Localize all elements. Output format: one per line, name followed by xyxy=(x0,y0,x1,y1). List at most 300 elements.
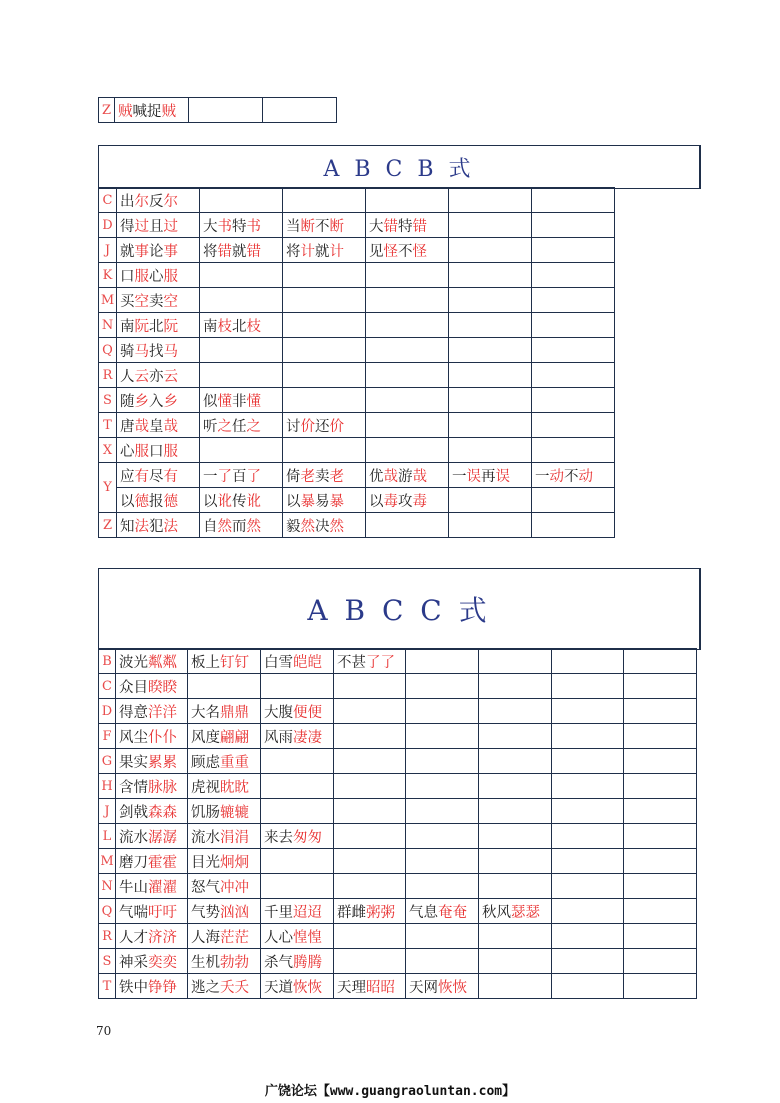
idiom-highlight: 断 xyxy=(300,218,315,235)
idiom-highlight: 惶惶 xyxy=(293,929,322,946)
empty-cell xyxy=(449,313,532,338)
idiom-text: 口 xyxy=(149,443,164,460)
table-row xyxy=(99,213,615,238)
idiom-highlight: 腾腾 xyxy=(293,954,322,971)
idiom-highlight: 夭夭 xyxy=(220,979,249,996)
empty-cell xyxy=(283,288,366,313)
idiom-highlight: 服 xyxy=(163,268,178,285)
idiom-cell xyxy=(261,699,334,724)
idiom-text: 牛山 xyxy=(119,879,148,896)
idiom-highlight: 然 xyxy=(300,518,315,535)
index-letter: X xyxy=(99,438,117,463)
idiom-cell xyxy=(261,974,334,999)
idiom-text: 铁中 xyxy=(119,979,148,996)
idiom-text: 来去 xyxy=(264,829,293,846)
idiom-cell xyxy=(188,824,261,849)
empty-cell xyxy=(334,799,406,824)
idiom-text: 饥肠 xyxy=(191,804,220,821)
idiom-cell xyxy=(116,874,188,899)
idiom-cell xyxy=(449,463,532,488)
empty-cell xyxy=(406,949,479,974)
idiom-highlight: 德 xyxy=(134,493,149,510)
idiom-cell xyxy=(200,213,283,238)
empty-cell xyxy=(334,724,406,749)
idiom-cell xyxy=(117,388,200,413)
empty-cell xyxy=(449,363,532,388)
idiom-highlight: 枝 xyxy=(246,318,261,335)
empty-cell xyxy=(552,799,624,824)
idiom-highlight: 断 xyxy=(329,218,344,235)
idiom-cell xyxy=(200,238,283,263)
idiom-highlight: 错 xyxy=(246,243,261,260)
footer-bracket-close: 】 xyxy=(502,1084,516,1099)
idiom-cell xyxy=(406,974,479,999)
idiom-highlight: 服 xyxy=(163,443,178,460)
empty-cell xyxy=(406,824,479,849)
idiom-text: 千里 xyxy=(264,904,293,921)
idiom-highlight: 过 xyxy=(163,218,178,235)
idiom-highlight: 空 xyxy=(163,293,178,310)
idiom-highlight: 昭昭 xyxy=(366,979,395,996)
table-row xyxy=(99,338,615,363)
table-row xyxy=(99,313,615,338)
idiom-text: 气势 xyxy=(191,904,220,921)
idiom-cell xyxy=(116,924,188,949)
idiom-highlight: 哉 xyxy=(412,468,427,485)
idiom-text: 大名 xyxy=(191,704,220,721)
abcc-title-text: A B C C 式 xyxy=(307,594,491,627)
idiom-highlight: 讹 xyxy=(246,493,261,510)
empty-cell xyxy=(624,899,697,924)
idiom-highlight: 书 xyxy=(246,218,261,235)
idiom-highlight: 洋洋 xyxy=(148,704,177,721)
index-letter: K xyxy=(99,263,117,288)
idiom-highlight: 森森 xyxy=(148,804,177,821)
empty-cell xyxy=(624,724,697,749)
empty-cell xyxy=(624,674,697,699)
index-letter: Z xyxy=(99,98,115,123)
idiom-text: 南 xyxy=(120,318,135,335)
idiom-text: 杀气 xyxy=(264,954,293,971)
idiom-highlight: 老 xyxy=(329,468,344,485)
empty-cell xyxy=(479,724,552,749)
empty-cell xyxy=(261,674,334,699)
idiom-text: 以 xyxy=(286,493,301,510)
idiom-highlight: 云 xyxy=(163,368,178,385)
idiom-highlight: 之 xyxy=(246,418,261,435)
empty-cell xyxy=(366,313,449,338)
idiom-text: 毅 xyxy=(286,518,301,535)
empty-cell xyxy=(479,849,552,874)
idiom-cell xyxy=(200,488,283,513)
empty-cell xyxy=(406,849,479,874)
idiom-text: 易 xyxy=(315,493,330,510)
idiom-highlight: 法 xyxy=(134,518,149,535)
idiom-highlight: 怪 xyxy=(383,243,398,260)
idiom-text: 游 xyxy=(398,468,413,485)
idiom-text: 以 xyxy=(203,493,218,510)
idiom-highlight: 计 xyxy=(329,243,344,260)
idiom-cell xyxy=(283,238,366,263)
idiom-highlight: 马 xyxy=(134,343,149,360)
empty-cell xyxy=(552,649,624,674)
empty-cell xyxy=(449,288,532,313)
index-letter: R xyxy=(99,363,117,388)
empty-cell xyxy=(366,363,449,388)
empty-cell xyxy=(552,749,624,774)
empty-cell xyxy=(283,363,366,388)
idiom-text: 百 xyxy=(232,468,247,485)
idiom-cell xyxy=(117,238,200,263)
idiom-highlight: 勃勃 xyxy=(220,954,249,971)
idiom-text: 心 xyxy=(120,443,135,460)
idiom-text: 波光 xyxy=(119,654,148,671)
idiom-text: 犯 xyxy=(149,518,164,535)
idiom-text: 南 xyxy=(203,318,218,335)
idiom-cell xyxy=(188,724,261,749)
idiom-text: 不 xyxy=(564,468,579,485)
idiom-highlight: 阮 xyxy=(163,318,178,335)
idiom-cell xyxy=(188,849,261,874)
empty-cell xyxy=(366,513,449,538)
idiom-highlight: 过 xyxy=(134,218,149,235)
idiom-text: 再 xyxy=(481,468,496,485)
empty-cell xyxy=(532,513,615,538)
empty-cell xyxy=(624,824,697,849)
idiom-cell xyxy=(200,463,283,488)
idiom-highlight: 误 xyxy=(495,468,510,485)
idiom-highlight: 吁吁 xyxy=(148,904,177,921)
idiom-cell xyxy=(334,974,406,999)
index-letter: N xyxy=(99,313,117,338)
empty-cell xyxy=(532,238,615,263)
idiom-text: 生机 xyxy=(191,954,220,971)
idiom-text: 天网 xyxy=(409,979,438,996)
idiom-highlight: 空 xyxy=(134,293,149,310)
idiom-cell xyxy=(116,674,188,699)
empty-cell xyxy=(283,188,366,213)
idiom-text: 就 xyxy=(232,243,247,260)
idiom-highlight: 错 xyxy=(383,218,398,235)
idiom-highlight: 讹 xyxy=(217,493,232,510)
empty-cell xyxy=(263,98,337,123)
idiom-text: 秋风 xyxy=(482,904,511,921)
empty-cell xyxy=(449,488,532,513)
table-row xyxy=(99,238,615,263)
idiom-highlight: 事 xyxy=(163,243,178,260)
idiom-text: 气息 xyxy=(409,904,438,921)
idiom-cell xyxy=(117,438,200,463)
table-row xyxy=(99,749,697,774)
abcc-idiom-table xyxy=(98,648,697,999)
idiom-cell xyxy=(116,949,188,974)
empty-cell xyxy=(532,263,615,288)
idiom-text: 就 xyxy=(120,243,135,260)
empty-cell xyxy=(449,213,532,238)
table-row xyxy=(99,774,697,799)
idiom-cell xyxy=(188,924,261,949)
idiom-text: 买 xyxy=(120,293,135,310)
empty-cell xyxy=(449,238,532,263)
footer-site-name: 广饶论坛 xyxy=(264,1084,317,1099)
empty-cell xyxy=(552,974,624,999)
idiom-highlight: 恢恢 xyxy=(293,979,322,996)
idiom-cell xyxy=(366,463,449,488)
empty-cell xyxy=(552,949,624,974)
idiom-highlight: 了 xyxy=(246,468,261,485)
idiom-text: 优 xyxy=(369,468,384,485)
index-letter: Q xyxy=(99,899,116,924)
idiom-text: 卖 xyxy=(315,468,330,485)
empty-cell xyxy=(366,188,449,213)
table-row xyxy=(99,188,615,213)
table-row xyxy=(99,413,615,438)
idiom-highlight: 恢恢 xyxy=(438,979,467,996)
empty-cell xyxy=(552,924,624,949)
empty-cell xyxy=(334,824,406,849)
idiom-highlight: 便便 xyxy=(293,704,322,721)
idiom-cell xyxy=(188,949,261,974)
idiom-text: 北 xyxy=(149,318,164,335)
idiom-cell xyxy=(116,849,188,874)
idiom-text: 虎视 xyxy=(191,779,220,796)
idiom-text: 尽 xyxy=(149,468,164,485)
idiom-cell xyxy=(117,338,200,363)
empty-cell xyxy=(552,849,624,874)
empty-cell xyxy=(624,649,697,674)
empty-cell xyxy=(366,338,449,363)
idiom-cell xyxy=(200,313,283,338)
idiom-cell xyxy=(283,213,366,238)
empty-cell xyxy=(479,799,552,824)
index-letter: M xyxy=(99,288,117,313)
idiom-text: 将 xyxy=(286,243,301,260)
idiom-text: 人海 xyxy=(191,929,220,946)
idiom-text: 还 xyxy=(315,418,330,435)
idiom-text: 大 xyxy=(369,218,384,235)
empty-cell xyxy=(479,824,552,849)
idiom-text: 特 xyxy=(232,218,247,235)
idiom-text: 将 xyxy=(203,243,218,260)
empty-cell xyxy=(479,749,552,774)
empty-cell xyxy=(552,774,624,799)
idiom-text: 风度 xyxy=(191,729,220,746)
idiom-cell xyxy=(117,363,200,388)
empty-cell xyxy=(624,974,697,999)
empty-cell xyxy=(406,774,479,799)
idiom-highlight: 翩翩 xyxy=(220,729,249,746)
empty-cell xyxy=(406,724,479,749)
index-letter: Y xyxy=(99,463,117,513)
empty-cell xyxy=(334,774,406,799)
idiom-highlight: 匆匆 xyxy=(293,829,322,846)
empty-cell xyxy=(479,924,552,949)
index-letter: N xyxy=(99,874,116,899)
empty-cell xyxy=(449,513,532,538)
idiom-highlight: 服 xyxy=(134,443,149,460)
empty-cell xyxy=(334,699,406,724)
idiom-highlight: 尔 xyxy=(163,193,178,210)
idiom-highlight: 服 xyxy=(134,268,149,285)
idiom-text: 且 xyxy=(149,218,164,235)
empty-cell xyxy=(334,674,406,699)
empty-cell xyxy=(261,849,334,874)
empty-cell xyxy=(283,263,366,288)
empty-cell xyxy=(283,313,366,338)
index-letter: M xyxy=(99,849,116,874)
idiom-highlight: 瑟瑟 xyxy=(511,904,540,921)
idiom-highlight: 贼 xyxy=(161,103,176,120)
idiom-text: 大 xyxy=(203,218,218,235)
empty-cell xyxy=(532,288,615,313)
idiom-cell xyxy=(406,899,479,924)
idiom-text: 白雪 xyxy=(264,654,293,671)
idiom-cell xyxy=(283,463,366,488)
idiom-highlight: 事 xyxy=(134,243,149,260)
idiom-highlight: 辘辘 xyxy=(220,804,249,821)
table-row xyxy=(99,874,697,899)
table-row xyxy=(99,924,697,949)
index-letter: T xyxy=(99,413,117,438)
empty-cell xyxy=(479,674,552,699)
idiom-text: 讨 xyxy=(286,418,301,435)
table-row xyxy=(99,674,697,699)
empty-cell xyxy=(261,799,334,824)
empty-cell xyxy=(406,874,479,899)
idiom-text: 而 xyxy=(232,518,247,535)
idiom-highlight: 钉钉 xyxy=(220,654,249,671)
empty-cell xyxy=(200,288,283,313)
table-row xyxy=(99,699,697,724)
idiom-cell xyxy=(116,749,188,774)
idiom-highlight: 动 xyxy=(578,468,593,485)
empty-cell xyxy=(200,263,283,288)
empty-cell xyxy=(449,388,532,413)
idiom-text: 应 xyxy=(120,468,135,485)
idiom-highlight: 仆仆 xyxy=(148,729,177,746)
empty-cell xyxy=(624,749,697,774)
idiom-text: 骑 xyxy=(120,343,135,360)
table-row xyxy=(99,98,337,123)
idiom-highlight: 云 xyxy=(134,368,149,385)
table-row xyxy=(99,388,615,413)
empty-cell xyxy=(479,949,552,974)
idiom-cell xyxy=(261,824,334,849)
idiom-highlight: 毒 xyxy=(383,493,398,510)
idiom-text: 流水 xyxy=(119,829,148,846)
idiom-highlight: 炯炯 xyxy=(220,854,249,871)
empty-cell xyxy=(479,699,552,724)
table-row xyxy=(99,488,615,513)
empty-cell xyxy=(406,674,479,699)
empty-cell xyxy=(624,799,697,824)
idiom-text: 人才 xyxy=(119,929,148,946)
idiom-text: 倚 xyxy=(286,468,301,485)
empty-cell xyxy=(261,774,334,799)
empty-cell xyxy=(366,288,449,313)
idiom-cell xyxy=(117,513,200,538)
idiom-highlight: 乡 xyxy=(163,393,178,410)
idiom-text: 当 xyxy=(286,218,301,235)
idiom-cell xyxy=(200,413,283,438)
idiom-highlight: 濯濯 xyxy=(148,879,177,896)
empty-cell xyxy=(406,699,479,724)
idiom-text: 目光 xyxy=(191,854,220,871)
idiom-cell xyxy=(116,974,188,999)
idiom-text: 顾虑 xyxy=(191,754,220,771)
table-row xyxy=(99,724,697,749)
table-row xyxy=(99,263,615,288)
idiom-highlight: 奕奕 xyxy=(148,954,177,971)
idiom-text: 天道 xyxy=(264,979,293,996)
idiom-cell xyxy=(188,749,261,774)
empty-cell xyxy=(283,338,366,363)
idiom-highlight: 价 xyxy=(329,418,344,435)
empty-cell xyxy=(366,263,449,288)
idiom-cell xyxy=(200,388,283,413)
top-idiom-table xyxy=(98,97,337,123)
empty-cell xyxy=(532,188,615,213)
idiom-text: 流水 xyxy=(191,829,220,846)
page-number: 70 xyxy=(96,1024,112,1038)
idiom-text: 决 xyxy=(315,518,330,535)
empty-cell xyxy=(189,98,263,123)
empty-cell xyxy=(261,874,334,899)
idiom-text: 心 xyxy=(149,268,164,285)
index-letter: Q xyxy=(99,338,117,363)
idiom-text: 非 xyxy=(232,393,247,410)
idiom-highlight: 然 xyxy=(329,518,344,535)
idiom-cell xyxy=(261,924,334,949)
table-row xyxy=(99,824,697,849)
idiom-cell xyxy=(188,874,261,899)
idiom-text: 反 xyxy=(149,193,164,210)
idiom-highlight: 毒 xyxy=(412,493,427,510)
idiom-text: 剑戟 xyxy=(119,804,148,821)
table-row xyxy=(99,899,697,924)
index-letter: D xyxy=(99,699,116,724)
empty-cell xyxy=(366,438,449,463)
idiom-cell xyxy=(261,724,334,749)
index-letter: G xyxy=(99,749,116,774)
empty-cell xyxy=(406,799,479,824)
idiom-highlight: 价 xyxy=(300,418,315,435)
empty-cell xyxy=(406,649,479,674)
idiom-highlight: 有 xyxy=(163,468,178,485)
idiom-highlight: 哉 xyxy=(383,468,398,485)
idiom-highlight: 有 xyxy=(134,468,149,485)
footer-credit xyxy=(0,1080,780,1099)
idiom-text: 含情 xyxy=(119,779,148,796)
empty-cell xyxy=(449,263,532,288)
empty-cell xyxy=(532,413,615,438)
idiom-cell xyxy=(188,649,261,674)
idiom-cell xyxy=(188,899,261,924)
idiom-highlight: 计 xyxy=(300,243,315,260)
idiom-cell xyxy=(117,213,200,238)
empty-cell xyxy=(532,313,615,338)
idiom-cell xyxy=(366,238,449,263)
idiom-text: 板上 xyxy=(191,654,220,671)
idiom-text: 攻 xyxy=(398,493,413,510)
table-row xyxy=(99,949,697,974)
idiom-text: 报 xyxy=(149,493,164,510)
idiom-cell xyxy=(116,824,188,849)
empty-cell xyxy=(479,774,552,799)
empty-cell xyxy=(552,724,624,749)
idiom-highlight: 然 xyxy=(217,518,232,535)
idiom-highlight: 皑皑 xyxy=(293,654,322,671)
